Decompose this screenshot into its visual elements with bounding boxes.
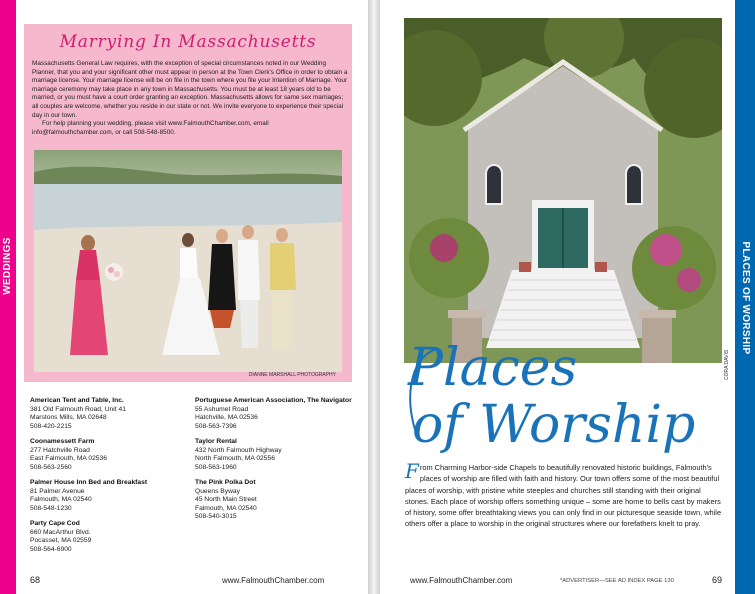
directory-entry <box>30 479 190 513</box>
vendor-detail: 381 Old Falmouth Road, Unit 41 <box>30 405 126 413</box>
vendor-detail: Marstons Mills, MA 02648 <box>30 414 107 421</box>
vendor-name: The Pink Polka Dot <box>195 479 256 486</box>
vendor-detail: 81 Palmer Avenue <box>30 487 85 495</box>
worship-intro-text <box>405 459 723 530</box>
directory-entry <box>195 479 365 522</box>
directory-entry <box>195 397 365 431</box>
website-footer-right: www.FalmouthChamber.com <box>410 576 513 585</box>
vendor-detail: Hatchville, MA 02536 <box>195 414 258 421</box>
vendor-name: Palmer House Inn Bed and Breakfast <box>30 479 148 486</box>
directory-entry <box>30 438 190 472</box>
left-page <box>0 0 368 594</box>
vendor-detail: 508-420-2215 <box>30 422 72 430</box>
vendor-detail: East Falmouth, MA 02536 <box>30 455 107 462</box>
wedding-photo <box>34 150 342 372</box>
places-of-worship-tab-label: PLACES OF WORSHIP <box>740 241 751 355</box>
vendor-detail: 508-548-1230 <box>30 504 72 512</box>
vendor-detail: Falmouth, MA 02540 <box>30 496 92 503</box>
vendor-detail: 660 MacArthur Blvd. <box>30 528 91 536</box>
page-number-right: 69 <box>712 575 723 585</box>
vendor-detail: Falmouth, MA 02540 <box>195 504 257 512</box>
weddings-tab-label: WEDDINGS <box>2 237 13 295</box>
vendor-detail: 508-563-7396 <box>195 422 237 430</box>
box-paragraph: Massachusetts General Law requires, with the exception of special circumstances noted in our Wedding Planner, that you and your significant other must appear in person at the Town Clerk's Office in order to obtain a marriage license. Your marriage license will be on file in the town where you file your Intention of Marriage. Your marriage ceremony may take place in any town in Massachusetts. You must be at least 18 years old to be married, or you must have a court order granting an exception. Massachusetts allows for same sex marriages; all couples are welcome, whether you reside in our state or not. We invite everyone to experience their special day in our town. <box>32 60 348 119</box>
spread-gutter <box>368 0 380 594</box>
drop-cap: F <box>405 459 419 483</box>
section-title-line-1: Places <box>408 338 578 398</box>
vendor-name: Coonamessett Farm <box>30 438 95 445</box>
directory-entry <box>195 438 365 472</box>
vendor-detail: 508-540-3015 <box>195 513 237 520</box>
vendor-name: Portuguese American Association, The Navigator <box>195 397 352 404</box>
church-photo-illustration <box>404 18 722 363</box>
vendor-name: American Tent and Table, Inc. <box>30 397 124 404</box>
vendor-name: Taylor Rental <box>195 438 237 445</box>
vendor-detail: 508-564-6900 <box>30 545 72 553</box>
weddings-tab <box>0 0 16 594</box>
directory-column-2 <box>195 397 365 529</box>
vendor-detail: North Falmouth, MA 02556 <box>195 455 275 462</box>
church-photo-credit: CORA DAVIS <box>724 349 730 380</box>
church-photo <box>404 18 722 363</box>
directory-entry <box>30 520 190 554</box>
box-paragraph-contact: For help planning your wedding, please visit www.FalmouthChamber.com, email info@falmouthchamber.com, or call 508-548-8500. <box>32 120 269 136</box>
vendor-detail: 45 North Main Street <box>195 496 257 503</box>
box-title: Marrying In Massachusetts <box>59 32 317 52</box>
vendor-detail: 508-563-2560 <box>30 463 72 471</box>
wedding-photo-illustration <box>34 150 342 372</box>
website-footer-left: www.FalmouthChamber.com <box>222 576 325 585</box>
section-title-line-2: of Worship <box>412 395 696 455</box>
worship-body: rom Charming Harbor-side Chapels to beautifully renovated historic buildings, Falmouth's places of worship are filled with faith and history. Our town offers some of the most beautiful places of worship, with pristine white steeples and churches still standing with their original stones. Each place of worship offers something unique – some are home to bells cast by makers of history, some offer breathtaking views you can only find in our picturesque seaside town, while others offer a place to worship in the original structures where our forefathers knelt to pray. <box>405 463 722 529</box>
advertiser-note: *ADVERTISER—SEE AD INDEX PAGE 130 <box>560 578 674 584</box>
vendor-detail: 277 Hatchville Road <box>30 446 90 454</box>
vendor-name: Party Cape Cod <box>30 520 80 527</box>
vendor-detail: 55 Ashumet Road <box>195 405 249 413</box>
vendor-detail: Pocasset, MA 02559 <box>30 537 92 544</box>
box-body <box>32 60 350 137</box>
places-of-worship-tab <box>735 0 755 594</box>
directory-entry <box>30 397 190 431</box>
vendor-detail: Queens Byway <box>195 487 240 495</box>
wedding-photo-credit: DIANNE MARSHALL PHOTOGRAPHY <box>248 372 336 378</box>
page-number-left: 68 <box>30 575 41 585</box>
directory-column-1 <box>30 397 190 561</box>
vendor-detail: 432 North Falmouth Highway <box>195 446 282 454</box>
vendor-detail: 508-563-1960 <box>195 463 237 471</box>
